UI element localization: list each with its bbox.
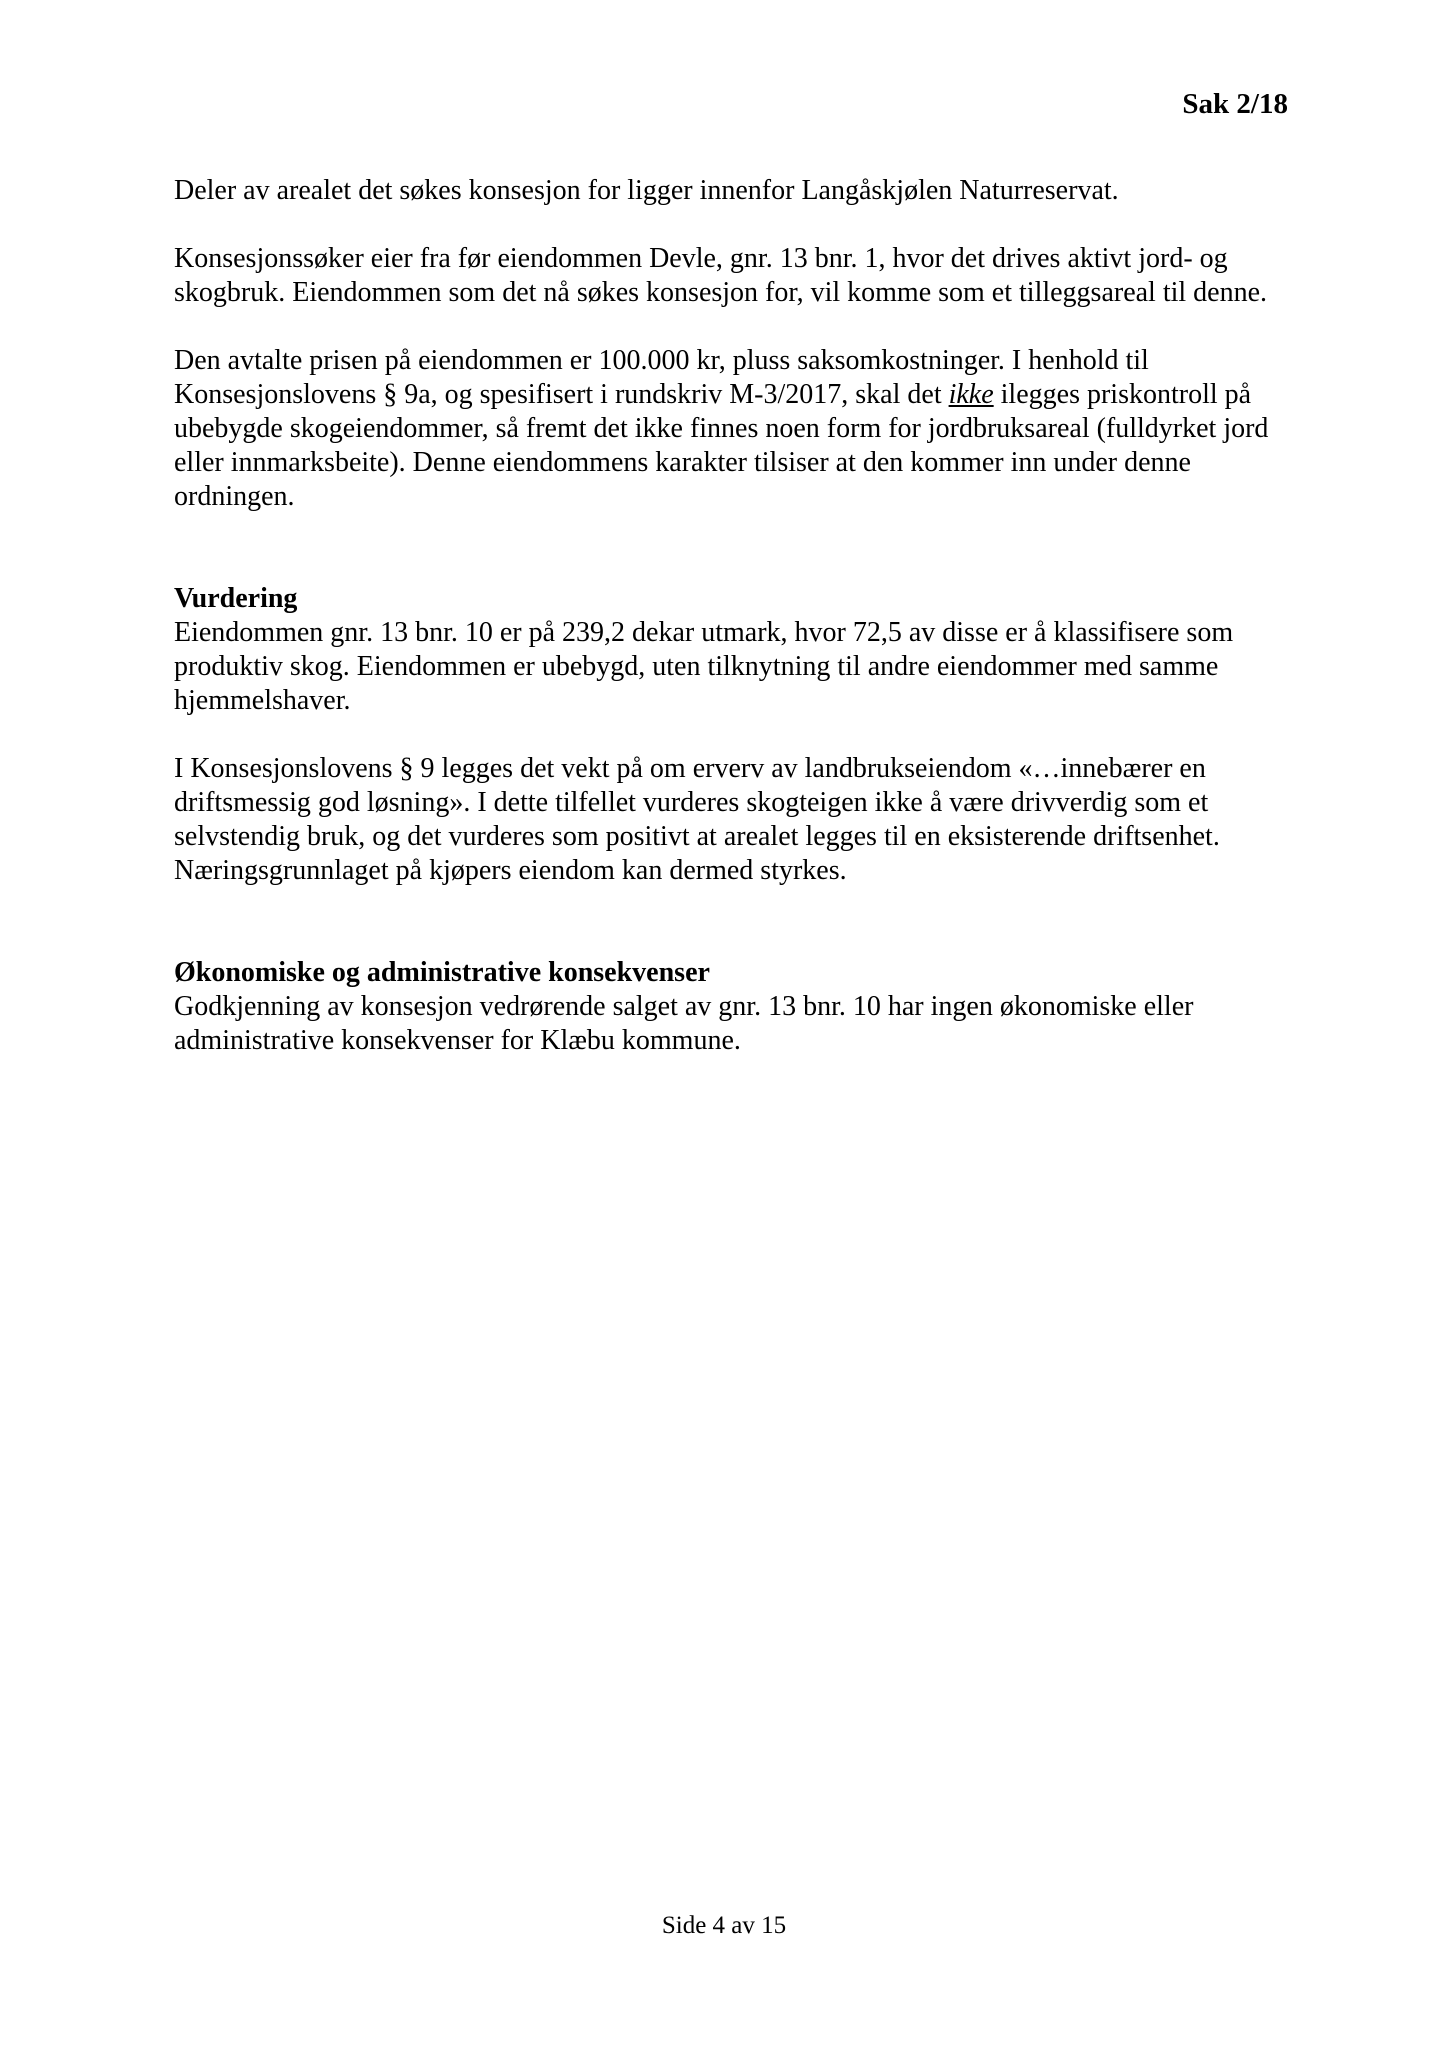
vurdering-paragraph-2: I Konsesjonslovens § 9 legges det vekt på om erverv av landbrukseiendom «…innebærer en driftsmessig god løsning». I dette tilfellet vurderes skogteigen ikke å være drivverdig som et selvstendig bruk, og det vurderes som positivt at arealet legges til en eksisterende driftsenhet. Næringsgrunnlaget på kjøpers eiendom kan dermed styrkes. [174,753,1220,886]
konsekvenser-section [174,956,1294,1058]
emphasized-ikke: ikke [948,379,994,410]
vurdering-heading: Vurdering [174,583,298,614]
intro-paragraph-3 [174,344,1294,514]
konsekvenser-heading: Økonomiske og administrative konsekvenser [174,957,710,988]
price-text-part-1: Den avtalte prisen på eiendommen er 100.000 kr, pluss saksomkostninger. I henhold til Konsesjonslovens § 9a, og spesifisert i rundskriv M-3/2017, skal det [174,345,1149,410]
price-text-part-2: ilegges priskontroll på ubebygde skogeiendommer, så fremt det ikke finnes noen form for jordbruksareal (fulldyrket jord eller innmarksbeite). Denne eiendommens karakter tilsiser at den kommer inn under denne ordningen. [174,379,1269,512]
vurdering-paragraph-1: Eiendommen gnr. 13 bnr. 10 er på 239,2 dekar utmark, hvor 72,5 av disse er å klassifisere som produktiv skog. Eiendommen er ubebygd, uten tilknytning til andre eiendommer med samme hjemmelshaver. [174,617,1234,716]
vurdering-section [174,582,1294,888]
intro-paragraph-2: Konsesjonssøker eier fra før eiendommen Devle, gnr. 13 bnr. 1, hvor det drives aktivt jord- og skogbruk. Eiendommen som det nå søkes konsesjon for, vil komme som et tilleggsareal til denne. [174,243,1268,308]
case-reference: Sak 2/18 [1182,88,1288,120]
page-number: Side 4 av 15 [661,1912,787,1939]
intro-section [174,174,1294,514]
document-body [174,174,1294,1092]
konsekvenser-paragraph-1: Godkjenning av konsesjon vedrørende salget av gnr. 13 bnr. 10 har ingen økonomiske eller administrative konsekvenser for Klæbu kommune. [174,991,1194,1056]
intro-paragraph-1: Deler av arealet det søkes konsesjon for ligger innenfor Langåskjølen Naturreservat. [174,175,1119,206]
